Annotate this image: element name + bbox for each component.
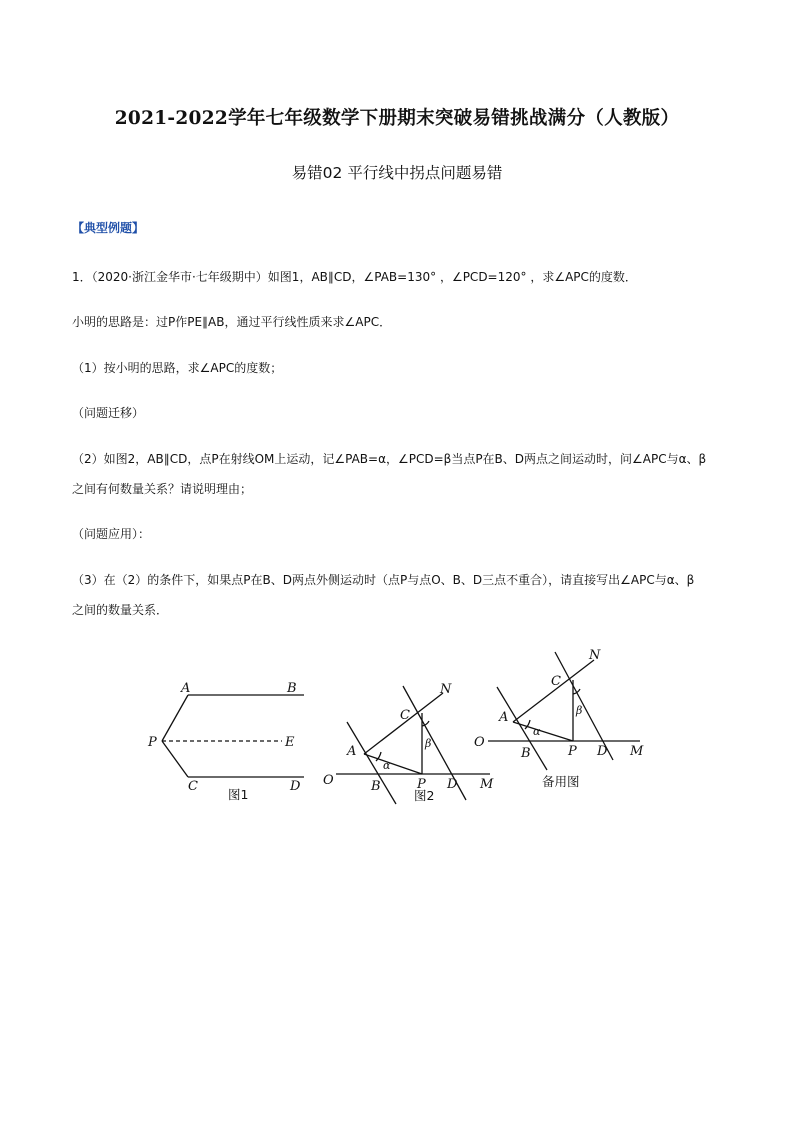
fig3-caption: 备用图 bbox=[542, 774, 580, 789]
fig3-line-an bbox=[513, 660, 594, 722]
fig2-segment-ap bbox=[364, 754, 422, 774]
fig2-line-cd bbox=[403, 686, 466, 800]
fig3-label-d: D bbox=[597, 744, 608, 759]
fig2-label-m: M bbox=[480, 777, 494, 792]
fig3-angle-alpha-arc bbox=[525, 720, 530, 729]
fig2-line-an bbox=[364, 693, 443, 754]
fig1-label-d: D bbox=[290, 779, 301, 794]
problem-line-2: 小明的思路是：过P作PE∥AB，通过平行线性质来求∠APC． bbox=[72, 315, 392, 329]
problem-line-1: 1．（2020·浙江金华市·七年级期中）如图1，AB∥CD，∠PAB=130° ，∠PCD=120° ，求∠APC的度数． bbox=[72, 270, 637, 284]
fig2-label-b: B bbox=[371, 779, 381, 794]
fig2-line-ab bbox=[347, 722, 396, 804]
fig2-label-n: N bbox=[440, 682, 452, 697]
figure-1 bbox=[162, 695, 304, 777]
problem-line-7: （问题应用）： bbox=[72, 527, 151, 541]
problem-line-5: （2）如图2，AB∥CD，点P在射线OM上运动，记∠PAB=α，∠PCD=β当点P在B、D两点之间运动时，问∠APC与α、β bbox=[72, 452, 707, 466]
figure-3 bbox=[488, 652, 640, 770]
document-subtitle: 易错02 平行线中拐点问题易错 bbox=[291, 164, 503, 182]
fig3-label-alpha: α bbox=[533, 725, 541, 738]
fig2-label-p: P bbox=[417, 777, 426, 792]
fig3-label-n: N bbox=[589, 648, 601, 663]
fig1-segment-ap bbox=[162, 695, 188, 741]
fig3-label-o: O bbox=[474, 735, 485, 750]
fig3-label-m: M bbox=[630, 744, 644, 759]
fig3-line-cd bbox=[555, 652, 613, 760]
fig3-label-b: B bbox=[521, 746, 531, 761]
fig2-label-a: A bbox=[347, 744, 357, 759]
fig1-segment-pc bbox=[162, 741, 188, 777]
fig3-label-beta: β bbox=[576, 704, 583, 717]
problem-line-4: （问题迁移） bbox=[72, 406, 145, 420]
fig1-label-p: P bbox=[148, 735, 157, 750]
fig1-label-a: A bbox=[181, 681, 191, 696]
fig3-label-a: A bbox=[499, 710, 509, 725]
fig1-caption: 图1 bbox=[228, 787, 249, 802]
fig1-label-c: C bbox=[188, 779, 198, 794]
fig2-caption: 图2 bbox=[414, 788, 435, 803]
fig2-label-alpha: α bbox=[383, 759, 391, 772]
fig3-segment-ap bbox=[513, 722, 573, 741]
problem-line-8: （3）在（2）的条件下，如果点P在B、D两点外侧运动时（点P与点O、B、D三点不重合），请直接写出∠APC与α、β bbox=[72, 573, 695, 587]
fig3-angle-beta-arc bbox=[573, 689, 580, 694]
fig2-label-d: D bbox=[447, 777, 458, 792]
document-title: 2021-2022学年七年级数学下册期末突破易错挑战满分（人教版） bbox=[114, 108, 680, 129]
figure-2 bbox=[336, 686, 490, 804]
fig2-angle-beta-arc bbox=[422, 721, 429, 726]
fig3-label-c: C bbox=[551, 674, 561, 689]
fig2-label-o: O bbox=[323, 773, 334, 788]
fig2-label-beta: β bbox=[425, 737, 432, 750]
fig3-label-p: P bbox=[568, 744, 577, 759]
problem-line-9: 之间的数量关系． bbox=[72, 603, 169, 617]
fig2-angle-alpha-arc bbox=[376, 752, 381, 761]
problem-line-3: （1）按小明的思路，求∠APC的度数； bbox=[72, 361, 283, 375]
problem-line-6: 之间有何数量关系？请说明理由； bbox=[72, 482, 253, 496]
fig1-label-e: E bbox=[285, 735, 295, 750]
section-heading: 【典型例题】 bbox=[72, 221, 145, 235]
fig2-label-c: C bbox=[400, 708, 410, 723]
fig3-line-ab bbox=[497, 687, 547, 770]
fig1-label-b: B bbox=[287, 681, 297, 696]
